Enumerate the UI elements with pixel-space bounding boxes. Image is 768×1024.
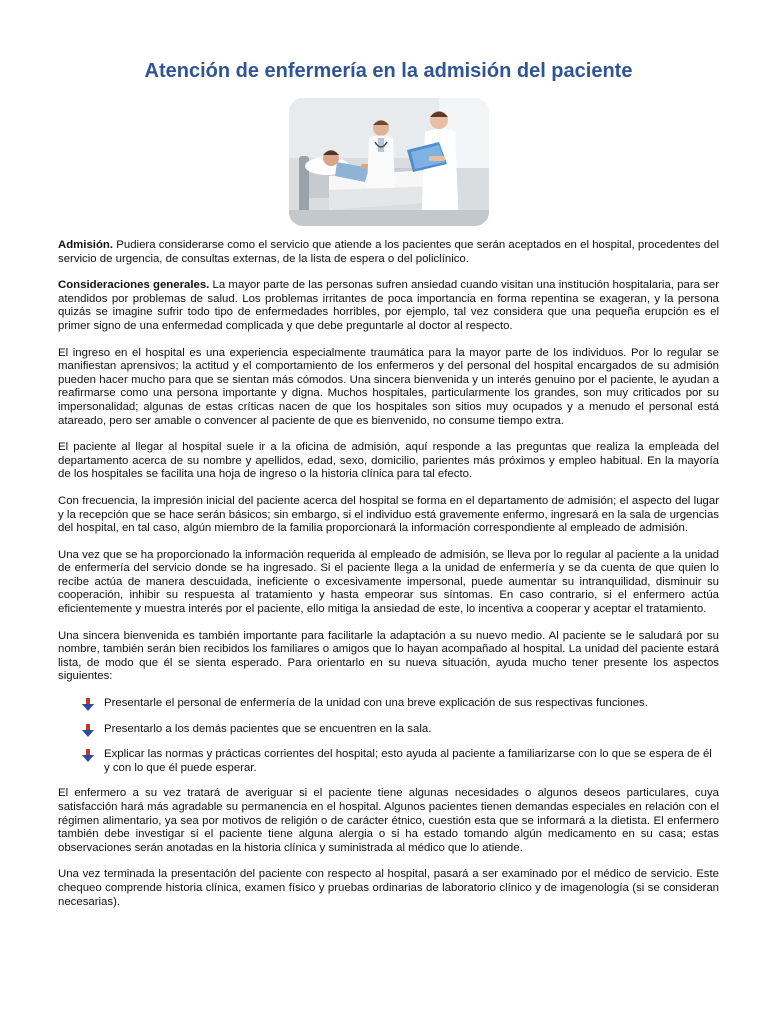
list-item	[58, 748, 719, 775]
list-item-text: Presentarle el personal de enfermería de la unidad con una breve explicación de sus respectivas funciones.	[104, 697, 648, 710]
list-item-text: Presentarlo a los demás pacientes que se encuentren en la sala.	[104, 722, 432, 735]
paragraph-necesidades: El enfermero a su vez tratará de averiguar si el paciente tiene algunas necesidades o algunos deseos particulares, cuya satisfacción hará más agradable su permanencia en el hospital. Algunos pacientes tienen demandas especiales en relación con el régimen alimentario, ya sea por motivos de religión o de carácter étnico, cuestión esta que se informará a la dietista. El enfermero también debe investigar si el paciente tiene alguna alergia o si ha estado tomando algún medicamento en su casa; estas observaciones serán anotadas en la historia clínica y suministrada al médico que lo atiende.	[58, 787, 719, 854]
paragraph-bienvenida: Una sincera bienvenida es también importante para facilitarle la adaptación a su nuevo medio. Al paciente se le saludará por su nombre, también serán bien recibidos los familiares o amigos que lo hayan acompañado al hospital. La unidad del paciente estará lista, de modo que él se sienta esperado. Para orientarlo en su nueva situación, ayuda mucho tener presente los aspectos siguientes:	[58, 629, 719, 683]
arrow-bullet-icon	[82, 749, 94, 762]
paragraph-admision	[58, 239, 719, 266]
hospital-patient-nurses-photo	[289, 98, 489, 226]
paragraph-unidad-enfermeria: Una vez que se ha proporcionado la información requerida al empleado de admisión, se lleva por lo regular al paciente a la unidad de enfermería del servicio donde se ha ingresado. Si el paciente llega a la unidad de enfermería y se da cuenta de que quien lo recibe actúa de manera descuidada, ineficiente o excesivamente impersonal, puede aumentar su intranquilidad, disminuir su cooperación, inhibir su respuesta al tratamiento y hasta empeorar sus síntomas. En caso contrario, si el enfermero actúa eficientemente y muestra interés por el paciente, ello mitiga la ansiedad de este, lo incentiva a cooperar y aceptar el tratamiento.	[58, 548, 719, 616]
paragraph-lead: Consideraciones generales.	[58, 279, 210, 292]
paragraph-impresion-inicial: Con frecuencia, la impresión inicial del paciente acerca del hospital se forma en el departamento de admisión; el aspecto del lugar y la recepción que se hace serán básicos; sin embargo, si el individuo está gravemente enfermo, ingresará en la sala de urgencias del hospital, en tal caso, algún miembro de la familia proporcionará la información correspondiente al empleado de admisión.	[58, 494, 719, 535]
paragraph-text: La mayor parte de las personas sufren ansiedad cuando visitan una institución hospitalaria, para ser atendidos por problemas de salud. Los problemas irritantes de poca importancia en forma repentina se exageran, y la persona quizás se imagine sufrir todo tipo de enfermedades horribles, por ejemplo, tal vez considera que una pequeña erupción es el primer signo de una enfermedad complicada y que debe preguntarle al doctor al respecto.	[58, 279, 719, 332]
document-body	[58, 239, 719, 922]
page-title: Atención de enfermería en la admisión del paciente	[144, 60, 633, 82]
arrow-bullet-icon	[82, 698, 94, 711]
list-item	[58, 723, 719, 737]
paragraph-ingreso: El ingreso en el hospital es una experiencia especialmente traumática para la mayor parte de los individuos. Por lo regular se manifiestan aprensivos; la actitud y el comportamiento de los enfermeros y del personal del hospital encargados de su admisión pueden hacer mucho para que se sientan más cómodos. Una sincera bienvenida y un interés genuino por el paciente, le ayudan a reafirmarse como una persona importante y digna. Muchos hospitales, particularmente los grandes, son muy criticados por su impersonalidad; algunas de estas críticas nacen de que los hospitales son sitios muy ocupados y a menudo el personal está atareado, pero ser amable o convencer al paciente de que es bienvenido, no consume tiempo extra.	[58, 346, 719, 427]
paragraph-consideraciones	[58, 279, 719, 333]
paragraph-lead: Admisión.	[58, 239, 114, 251]
arrow-bullet-icon	[82, 724, 94, 737]
paragraph-text: Pudiera considerarse como el servicio que atiende a los pacientes que serán aceptados en el hospital, procedentes del servicio de urgencia, de consultas externas, de la lista de espera o del policlínico.	[58, 239, 719, 265]
paragraph-examen-medico: Una vez terminada la presentación del paciente con respecto al hospital, pasará a ser examinado por el médico de servicio. Este chequeo comprende historia clínica, examen físico y pruebas ordinarias de laboratorio clínico y de imagenología (si se consideran necesarias).	[58, 868, 719, 908]
paragraph-oficina-admision: El paciente al llegar al hospital suele ir a la oficina de admisión, aquí responde a las preguntas que realiza la empleada del departamento acerca de su nombre y apellidos, edad, sexo, domicilio, parientes más próximos y empleo habitual. En la mayoría de los hospitales se facilita una hoja de ingreso o la historia clínica para tal efecto.	[58, 441, 719, 481]
list-item-text: Explicar las normas y prácticas corrientes del hospital; esto ayuda al paciente a familiarizarse con lo que se espera de él y con lo que él puede esperar.	[104, 748, 712, 774]
list-item	[58, 697, 719, 711]
aspects-list	[58, 697, 719, 775]
